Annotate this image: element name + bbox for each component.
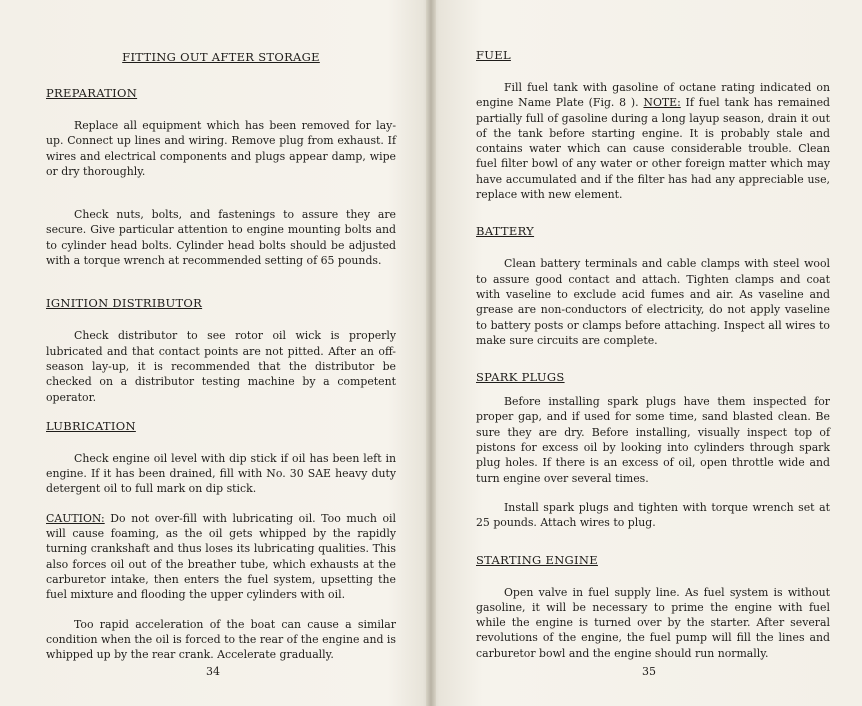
fuel-text-start: Fill fuel tank with gasoline of octane rating indicated on engine Name Plate (Fig. 8 ). — [476, 81, 830, 110]
preparation-paragraph-1: Replace all equipment which has been removed for lay-up. Connect up lines and wiring. Remove plug from exhaust. If wires and electrical components and plugs appear damp, wipe or dry thoroughly. — [46, 119, 396, 178]
battery-paragraph-1: Clean battery terminals and cable clamps with steel wool to assure good contact and attach. Tighten clamps and coat with vaseline to exclude acid fumes and air. As vaseline and grease are non-conductors of electricity, do not apply vaseline to battery posts or clamps before attaching. Inspect all wires to make sure circuits are complete. — [476, 257, 830, 347]
heading-lubrication: LUBRICATION — [46, 418, 136, 433]
lubrication-caution-paragraph — [46, 511, 396, 603]
page-title: FITTING OUT AFTER STORAGE — [122, 50, 320, 64]
lubrication-paragraph-3: Too rapid acceleration of the boat can cause a similar condition when the oil is forced to the rear of the engine and is whipped up by the rear crank. Accelerate gradually. — [46, 617, 396, 662]
spark-plugs-paragraph-2: Install spark plugs and tighten with torque wrench set at 25 pounds. Attach wires to plug. — [476, 500, 830, 530]
note-label: NOTE: — [643, 96, 681, 110]
heading-preparation: PREPARATION — [46, 86, 138, 100]
book-gutter — [426, 0, 436, 706]
page-number-right: 35 — [642, 665, 656, 678]
starting-engine-paragraph-1: Open valve in fuel supply line. As fuel system is without gasoline, it will be necessary to prime the engine with fuel while the engine is turned over by the starter. After several revolutions of the engine, the fuel pump will fill the lines and carburetor bowl and the engine should run normally. — [476, 585, 830, 660]
spark-plugs-paragraph-1: Before installing spark plugs have them inspected for proper gap, and if used for some time, sand blasted clean. Be sure they are dry. Before installing, visually inspect top of pistons for excess oil by looking into cylinders through spark plug holes. If there is an excess of oil, open throttle wide and turn engine over several times. — [476, 395, 830, 485]
fuel-text-end: If fuel tank has remained partially full of gasoline during a long layup season, drain it out of the tank before starting engine. It is probably stale and contains water which can cause considerable trouble. Clean fuel filter bowl of any water or other foreign matter which may have accumulated and if the filter has had any appreciable use, replace with new element. — [476, 96, 830, 202]
caution-label: CAUTION: — [46, 511, 105, 525]
preparation-paragraph-2: Check nuts, bolts, and fastenings to assure they are secure. Give particular attention to engine mounting bolts and to cylinder head bolts. Cylinder head bolts should be adjusted with a torque wrench at recommended setting of 65 pounds. — [46, 208, 396, 268]
heading-battery: BATTERY — [476, 224, 535, 239]
lubrication-paragraph-1: Check engine oil level with dip stick if oil has been left in engine. If it has been drained, fill with No. 30 SAE heavy duty detergent oil to full mark on dip stick. — [46, 451, 396, 496]
fuel-paragraph-1 — [476, 80, 830, 202]
ignition-paragraph-1: Check distributor to see rotor oil wick is properly lubricated and that contact points are not pitted. After an off-season lay-up, it is recommended that the distributor be checked on a distributor testing machine by a competent operator. — [46, 329, 396, 404]
caution-text: Do not over-fill with lubricating oil. Too much oil will cause foaming, as the oil gets whipped by the rapidly turning crankshaft and thus loses its lubricating qualities. This also forces oil out of the breather tube, which exhausts at the carburetor intake, then enters the fuel system, upsetting the fuel mixture and flooding the upper cylinders with oil. — [46, 511, 396, 602]
heading-starting-engine: STARTING ENGINE — [476, 552, 598, 567]
heading-ignition-distributor: IGNITION DISTRIBUTOR — [46, 296, 203, 311]
page-number-left: 34 — [206, 665, 220, 678]
right-page — [436, 0, 862, 706]
left-page — [0, 0, 426, 706]
heading-spark-plugs: SPARK PLUGS — [476, 370, 565, 385]
heading-fuel: FUEL — [476, 48, 511, 62]
